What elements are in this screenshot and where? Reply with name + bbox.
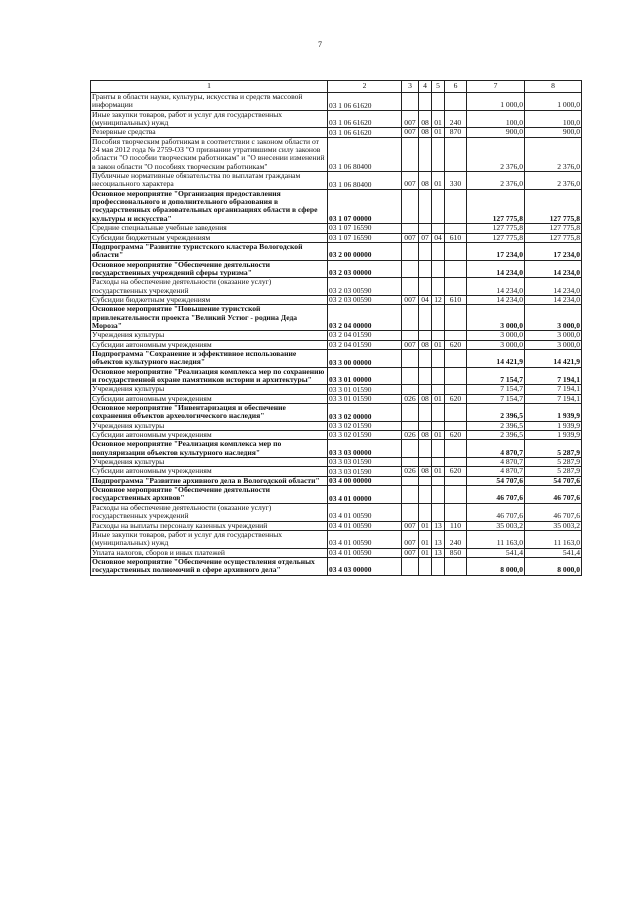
row-name: Основное мероприятие "Организация предоставления профессионального и дополнительного образования в государственных образовательных организациях области в сфере культуры и искусства" [91,189,328,223]
table-row [91,385,582,394]
table-row [91,530,582,548]
row-name: Основное мероприятие "Инвентаризация и обеспечение сохранения объектов археологического наследия" [91,404,328,422]
row-type: 620 [445,394,467,403]
table-row [91,476,582,485]
row-name: Публичные нормативные обязательства по выплатам гражданам несоциального характера [91,172,328,190]
row-name: Пособия творческим работникам в соответствии с законом области от 24 мая 2012 года № 2759-ОЗ "О признании утратившими силу законов области "О пособии творческим работникам" и "О внесении изменений в закон области "О пособиях творческим работникам" [91,137,328,171]
table-row [91,548,582,557]
table-row [91,431,582,440]
row-code: 03 3 01 01590 [328,385,402,394]
row-subsection: 13 [432,530,445,548]
table-row [91,110,582,128]
row-section [419,242,432,260]
row-value-2018: 17 234,0 [525,242,582,260]
row-type [445,421,467,430]
row-value-2017: 4 870,7 [467,458,525,467]
row-subsection [432,476,445,485]
row-type [445,331,467,340]
row-ministry [402,349,419,367]
row-code: 03 1 06 61620 [328,93,402,111]
row-value-2018: 127 775,8 [525,224,582,233]
row-code: 03 3 03 00000 [328,440,402,458]
row-section [419,458,432,467]
row-subsection [432,137,445,171]
row-ministry [402,458,419,467]
row-ministry: 007 [402,295,419,304]
row-value-2018: 14 234,0 [525,260,582,278]
row-subsection [432,349,445,367]
row-value-2018: 35 003,2 [525,521,582,530]
row-ministry [402,476,419,485]
row-subsection [432,224,445,233]
row-code: 03 2 03 00590 [328,278,402,296]
row-name: Расходы на обеспечение деятельности (оказание услуг) государственных учреждений [91,503,328,521]
row-value-2017: 127 775,8 [467,233,525,242]
row-code: 03 4 01 00590 [328,521,402,530]
row-type: 620 [445,431,467,440]
row-type [445,458,467,467]
row-section [419,404,432,422]
row-value-2018: 54 707,6 [525,476,582,485]
row-name: Субсидии автономным учреждениям [91,394,328,403]
row-name: Основное мероприятие "Реализация комплекса мер по популяризации объектов культурного наследия" [91,440,328,458]
row-type [445,349,467,367]
row-subsection [432,385,445,394]
table-row [91,128,582,137]
row-type: 330 [445,172,467,190]
row-subsection: 01 [432,172,445,190]
row-ministry: 007 [402,233,419,242]
row-name: Учреждения культуры [91,385,328,394]
row-subsection: 04 [432,233,445,242]
row-code: 03 3 03 01590 [328,467,402,476]
row-value-2018: 2 376,0 [525,172,582,190]
row-value-2017: 2 376,0 [467,172,525,190]
row-ministry: 007 [402,340,419,349]
row-ministry [402,557,419,575]
row-value-2017: 17 234,0 [467,242,525,260]
row-type [445,93,467,111]
row-ministry [402,367,419,385]
row-code: 03 1 07 00000 [328,189,402,223]
row-section [419,260,432,278]
row-subsection: 01 [432,128,445,137]
row-type: 110 [445,521,467,530]
row-section [419,93,432,111]
row-subsection [432,93,445,111]
header-cell: 5 [432,81,445,93]
row-section [419,557,432,575]
row-section: 08 [419,467,432,476]
row-section: 04 [419,295,432,304]
row-subsection [432,440,445,458]
row-code: 03 1 06 80400 [328,137,402,171]
row-section: 08 [419,394,432,403]
row-name: Подпрограмма "Развитие туристского кластера Вологодской области" [91,242,328,260]
row-value-2018: 46 707,6 [525,486,582,504]
row-subsection [432,305,445,331]
row-value-2017: 7 154,7 [467,385,525,394]
row-type [445,224,467,233]
table-row [91,367,582,385]
row-value-2017: 3 000,0 [467,331,525,340]
row-ministry: 026 [402,467,419,476]
row-subsection [432,503,445,521]
row-section [419,278,432,296]
row-name: Гранты в области науки, культуры, искусства и средств массовой информации [91,93,328,111]
page-number: 7 [318,40,322,49]
row-code: 03 3 02 01590 [328,431,402,440]
row-value-2017: 7 154,7 [467,394,525,403]
row-section: 01 [419,530,432,548]
row-name: Расходы на обеспечение деятельности (оказание услуг) государственных учреждений [91,278,328,296]
row-value-2017: 7 154,7 [467,367,525,385]
row-name: Основное мероприятие "Повышение туристской привлекательности проекта "Великий Устюг - родина Деда Мороза" [91,305,328,331]
row-section: 08 [419,110,432,128]
row-code: 03 4 01 00000 [328,486,402,504]
row-value-2018: 900,0 [525,128,582,137]
budget-table [90,80,582,576]
row-name: Иные закупки товаров, работ и услуг для государственных (муниципальных) нужд [91,530,328,548]
header-cell: 3 [402,81,419,93]
row-name: Субсидии бюджетным учреждениям [91,233,328,242]
row-name: Основное мероприятие "Реализация комплекса мер по сохранению и государственной охране памятников истории и архитектуры" [91,367,328,385]
row-value-2017: 3 000,0 [467,305,525,331]
table-row [91,331,582,340]
row-name: Субсидии автономным учреждениям [91,467,328,476]
row-subsection: 01 [432,467,445,476]
row-value-2018: 1 939,9 [525,431,582,440]
row-subsection [432,486,445,504]
row-section [419,349,432,367]
row-ministry: 007 [402,530,419,548]
row-section [419,137,432,171]
row-name: Основное мероприятие "Обеспечение деятельности государственных учреждений сферы туризма" [91,260,328,278]
row-code: 03 4 00 00000 [328,476,402,485]
row-code: 03 2 04 00000 [328,305,402,331]
row-value-2018: 100,0 [525,110,582,128]
row-ministry: 026 [402,431,419,440]
table-row [91,137,582,171]
row-ministry: 007 [402,521,419,530]
table-row [91,557,582,575]
table-row [91,295,582,304]
row-type: 870 [445,128,467,137]
table-row [91,189,582,223]
row-name: Учреждения культуры [91,421,328,430]
row-value-2018: 3 000,0 [525,331,582,340]
row-code: 03 3 02 01590 [328,421,402,430]
row-ministry [402,305,419,331]
row-section: 07 [419,233,432,242]
header-cell: 8 [525,81,582,93]
row-ministry [402,421,419,430]
row-section [419,486,432,504]
row-code: 03 3 01 00000 [328,367,402,385]
row-code: 03 4 01 00590 [328,503,402,521]
row-code: 03 2 04 01590 [328,331,402,340]
row-subsection [432,421,445,430]
row-value-2018: 1 939,9 [525,421,582,430]
table-row [91,467,582,476]
row-type [445,503,467,521]
row-value-2017: 11 163,0 [467,530,525,548]
table-row [91,394,582,403]
row-value-2017: 900,0 [467,128,525,137]
row-value-2018: 3 000,0 [525,340,582,349]
row-section [419,440,432,458]
row-subsection [432,242,445,260]
row-type [445,189,467,223]
row-type: 610 [445,233,467,242]
row-type [445,242,467,260]
row-name: Подпрограмма "Сохранение и эффективное использование объектов культурного наследия" [91,349,328,367]
row-name: Основное мероприятие "Обеспечение деятельности государственных архивов" [91,486,328,504]
row-section: 01 [419,521,432,530]
row-code: 03 1 06 80400 [328,172,402,190]
row-value-2017: 2 396,5 [467,421,525,430]
row-ministry [402,260,419,278]
row-type [445,137,467,171]
row-type: 240 [445,530,467,548]
row-type [445,440,467,458]
row-subsection: 12 [432,295,445,304]
row-value-2017: 2 376,0 [467,137,525,171]
row-type: 620 [445,467,467,476]
row-code: 03 3 02 00000 [328,404,402,422]
row-value-2018: 14 234,0 [525,278,582,296]
table-row [91,340,582,349]
row-code: 03 1 07 16590 [328,233,402,242]
table-row [91,458,582,467]
row-name: Расходы на выплаты персоналу казенных учреждений [91,521,328,530]
row-subsection: 13 [432,521,445,530]
row-type [445,305,467,331]
row-name: Учреждения культуры [91,458,328,467]
row-subsection: 01 [432,431,445,440]
row-section [419,367,432,385]
row-name: Уплата налогов, сборов и иных платежей [91,548,328,557]
row-value-2017: 14 421,9 [467,349,525,367]
row-type [445,486,467,504]
row-value-2017: 54 707,6 [467,476,525,485]
row-value-2017: 1 000,0 [467,93,525,111]
row-type [445,476,467,485]
row-value-2018: 7 194,1 [525,394,582,403]
row-value-2018: 14 234,0 [525,295,582,304]
row-subsection [432,557,445,575]
row-ministry [402,137,419,171]
row-section: 08 [419,172,432,190]
row-type [445,385,467,394]
row-value-2018: 5 287,9 [525,440,582,458]
row-value-2018: 541,4 [525,548,582,557]
row-value-2017: 3 000,0 [467,340,525,349]
row-name: Иные закупки товаров, работ и услуг для государственных (муниципальных) нужд [91,110,328,128]
row-value-2017: 14 234,0 [467,278,525,296]
header-cell: 6 [445,81,467,93]
row-value-2018: 2 376,0 [525,137,582,171]
row-name: Субсидии автономным учреждениям [91,340,328,349]
row-subsection: 13 [432,548,445,557]
row-value-2017: 2 396,5 [467,431,525,440]
row-ministry [402,385,419,394]
row-ministry: 007 [402,172,419,190]
row-section [419,224,432,233]
row-value-2017: 8 000,0 [467,557,525,575]
row-value-2018: 7 194,1 [525,385,582,394]
row-value-2017: 541,4 [467,548,525,557]
header-cell: 2 [328,81,402,93]
row-value-2018: 5 287,9 [525,458,582,467]
row-code: 03 3 03 01590 [328,458,402,467]
row-value-2017: 14 234,0 [467,295,525,304]
row-value-2017: 2 396,5 [467,404,525,422]
row-code: 03 3 00 00000 [328,349,402,367]
header-cell: 7 [467,81,525,93]
row-subsection: 01 [432,110,445,128]
row-section [419,503,432,521]
row-type: 240 [445,110,467,128]
row-value-2018: 7 194,1 [525,367,582,385]
row-code: 03 3 01 01590 [328,394,402,403]
row-type [445,404,467,422]
row-value-2017: 4 870,7 [467,467,525,476]
table-row [91,503,582,521]
row-code: 03 1 06 61620 [328,110,402,128]
row-subsection [432,404,445,422]
row-value-2017: 46 707,6 [467,503,525,521]
table-row [91,224,582,233]
row-section [419,305,432,331]
table-row [91,421,582,430]
row-subsection [432,331,445,340]
row-ministry [402,224,419,233]
row-value-2018: 1 000,0 [525,93,582,111]
table-row [91,93,582,111]
row-value-2018: 11 163,0 [525,530,582,548]
row-ministry [402,93,419,111]
row-section [419,385,432,394]
row-ministry [402,503,419,521]
row-code: 03 2 00 00000 [328,242,402,260]
row-section [419,331,432,340]
row-section: 08 [419,128,432,137]
row-subsection: 01 [432,340,445,349]
row-section [419,476,432,485]
row-type [445,367,467,385]
row-name: Основное мероприятие "Обеспечение осуществления отдельных государственных полномочий в сфере архивного дела" [91,557,328,575]
row-ministry [402,278,419,296]
row-code: 03 2 03 00590 [328,295,402,304]
header-cell: 4 [419,81,432,93]
row-ministry: 007 [402,110,419,128]
row-ministry [402,440,419,458]
row-section [419,189,432,223]
table-row [91,440,582,458]
row-value-2018: 46 707,6 [525,503,582,521]
row-code: 03 4 01 00590 [328,530,402,548]
row-value-2017: 127 775,8 [467,189,525,223]
table-row [91,172,582,190]
row-value-2018: 127 775,8 [525,189,582,223]
row-type [445,278,467,296]
row-code: 03 1 07 16590 [328,224,402,233]
table-row [91,260,582,278]
table-row [91,305,582,331]
row-value-2017: 46 707,6 [467,486,525,504]
row-type [445,557,467,575]
row-value-2018: 127 775,8 [525,233,582,242]
row-value-2017: 4 870,7 [467,440,525,458]
row-ministry [402,331,419,340]
row-section: 08 [419,340,432,349]
row-section: 01 [419,548,432,557]
header-row [91,81,582,93]
row-code: 03 1 06 61620 [328,128,402,137]
row-name: Субсидии автономным учреждениям [91,431,328,440]
row-value-2018: 8 000,0 [525,557,582,575]
row-code: 03 2 03 00000 [328,260,402,278]
row-type: 620 [445,340,467,349]
row-type: 610 [445,295,467,304]
row-subsection [432,367,445,385]
row-section [419,421,432,430]
row-name: Учреждения культуры [91,331,328,340]
table-row [91,521,582,530]
row-subsection [432,189,445,223]
row-value-2017: 14 234,0 [467,260,525,278]
table-row [91,349,582,367]
row-ministry: 007 [402,548,419,557]
row-name: Средние специальные учебные заведения [91,224,328,233]
row-subsection [432,278,445,296]
row-name: Подпрограмма "Развитие архивного дела в Вологодской области" [91,476,328,485]
row-ministry: 026 [402,394,419,403]
row-code: 03 4 03 00000 [328,557,402,575]
table-row [91,233,582,242]
row-ministry [402,242,419,260]
row-type [445,260,467,278]
row-value-2018: 5 287,9 [525,467,582,476]
row-ministry [402,486,419,504]
table-row [91,242,582,260]
row-value-2018: 14 421,9 [525,349,582,367]
table-row [91,486,582,504]
row-section: 08 [419,431,432,440]
row-ministry: 007 [402,128,419,137]
row-value-2017: 35 003,2 [467,521,525,530]
row-type: 850 [445,548,467,557]
row-ministry [402,404,419,422]
table-row [91,404,582,422]
row-ministry [402,189,419,223]
row-value-2017: 127 775,8 [467,224,525,233]
row-name: Субсидии бюджетным учреждениям [91,295,328,304]
header-cell: 1 [91,81,328,93]
row-subsection: 01 [432,394,445,403]
row-name: Резервные средства [91,128,328,137]
row-value-2017: 100,0 [467,110,525,128]
row-code: 03 2 04 01590 [328,340,402,349]
row-value-2018: 3 000,0 [525,305,582,331]
table-row [91,278,582,296]
row-value-2018: 1 939,9 [525,404,582,422]
row-subsection [432,260,445,278]
row-code: 03 4 01 00590 [328,548,402,557]
row-subsection [432,458,445,467]
